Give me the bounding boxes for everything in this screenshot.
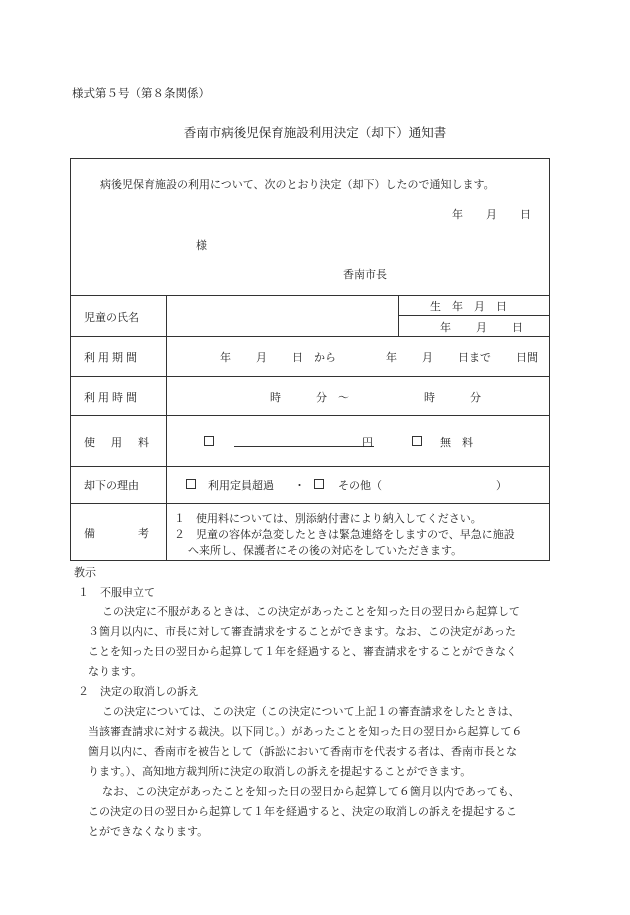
fee-free-checkbox[interactable]	[412, 435, 422, 448]
issuer: 香南市長	[343, 268, 387, 281]
notes-s2-line: なお、この決定があったことを知った日の翌日から起算して６箇月以内であっても、	[102, 785, 520, 798]
notes-s2-line: とができなくなります。	[88, 825, 209, 838]
fee-free-label: 無 料	[440, 436, 473, 449]
addressee-suffix: 様	[196, 239, 207, 252]
usage-time-label: 利用時間	[84, 391, 140, 404]
notes-s1-line: ３箇月以内に、市長に対して審査請求をすることができます。なお、この決定があった	[88, 625, 517, 638]
rejection-reason-label: 却下の理由	[84, 479, 139, 492]
usage-period-label: 利用期間	[84, 351, 140, 364]
time-from-minute: 分 ～	[316, 391, 349, 404]
remarks-line-3: へ来所し、保護者にその後の対応をしていただきます。	[188, 544, 463, 557]
reason-other-label: その他（	[338, 479, 382, 492]
notes-title: 教示	[74, 566, 96, 579]
birth-year: 年	[440, 321, 451, 334]
notes-s2-line: 当該審査請求に対する裁決。以下同じ。）があったことを知った日の翌日から起算して６	[88, 725, 523, 738]
fee-label: 使用料	[84, 436, 165, 449]
notes-s1-line: ことを知った日の翌日から起算して１年を経過すると、審査請求をすることができなく	[88, 645, 517, 658]
remarks-label-2: 考	[138, 527, 149, 540]
reason-capacity-label: 利用定員超過	[208, 479, 274, 492]
remarks-line-1: １ 使用料については、別添納付書により納入してください。	[174, 512, 482, 525]
period-to-day: 日まで	[458, 351, 491, 364]
period-to-year: 年	[386, 351, 397, 364]
child-name-label: 児童の氏名	[84, 311, 139, 324]
reason-capacity-checkbox[interactable]	[186, 478, 196, 491]
reason-other-checkbox[interactable]	[314, 478, 324, 491]
notes-s1-line: この決定に不服があるときは、この決定があったことを知った日の翌日から起算して	[102, 605, 520, 618]
intro-text: 病後児保育施設の利用について、次のとおり決定（却下）したので通知します。	[100, 178, 495, 191]
birth-label: 生 年 月 日	[430, 300, 507, 313]
time-from-hour: 時	[270, 391, 281, 404]
period-days: 日間	[516, 351, 538, 364]
fee-paid-checkbox[interactable]	[204, 435, 214, 448]
form-number: 様式第５号（第８条関係）	[72, 86, 210, 100]
period-from-year: 年	[220, 351, 231, 364]
notes-s1-line: なります。	[88, 665, 143, 678]
reason-separator: ・	[294, 479, 305, 492]
birth-month: 月	[476, 321, 487, 334]
notes-section-2-title: ２ 決定の取消しの訴え	[78, 685, 199, 698]
notes-s2-line: 箇月以内に、香南市を被告として（訴訟において香南市を代表する者は、香南市長とな	[88, 745, 517, 758]
period-from-day: 日 から	[292, 351, 336, 364]
issue-date-day: 日	[520, 208, 531, 221]
document-title: 香南市病後児保育施設利用決定（却下）通知書	[183, 125, 447, 140]
notes-s2-line: この決定については、この決定（この決定について上記１の審査請求をしたときは、	[102, 705, 520, 718]
remarks-label-1: 備	[84, 527, 95, 540]
issue-date-year: 年	[452, 208, 463, 221]
notes-s2-line: ります。）、高知地方裁判所に決定の取消しの訴えを提起することができます。	[88, 765, 472, 778]
time-to-hour: 時	[424, 391, 435, 404]
fee-yen-unit: 円	[362, 436, 373, 449]
issue-date-month: 月	[486, 208, 497, 221]
birth-day: 日	[512, 321, 523, 334]
remarks-line-2: ２ 児童の容体が急変したときは緊急連絡をしますので、早急に施設	[174, 528, 515, 541]
time-to-minute: 分	[470, 391, 481, 404]
notes-section-1-title: １ 不服申立て	[78, 586, 155, 599]
fee-amount-line[interactable]	[234, 446, 374, 447]
period-to-month: 月	[422, 351, 433, 364]
notes-s2-line: この決定の日の翌日から起算して１年を経過すると、決定の取消しの訴えを提起するこ	[88, 805, 517, 818]
reason-other-close: ）	[496, 479, 507, 492]
period-from-month: 月	[256, 351, 267, 364]
